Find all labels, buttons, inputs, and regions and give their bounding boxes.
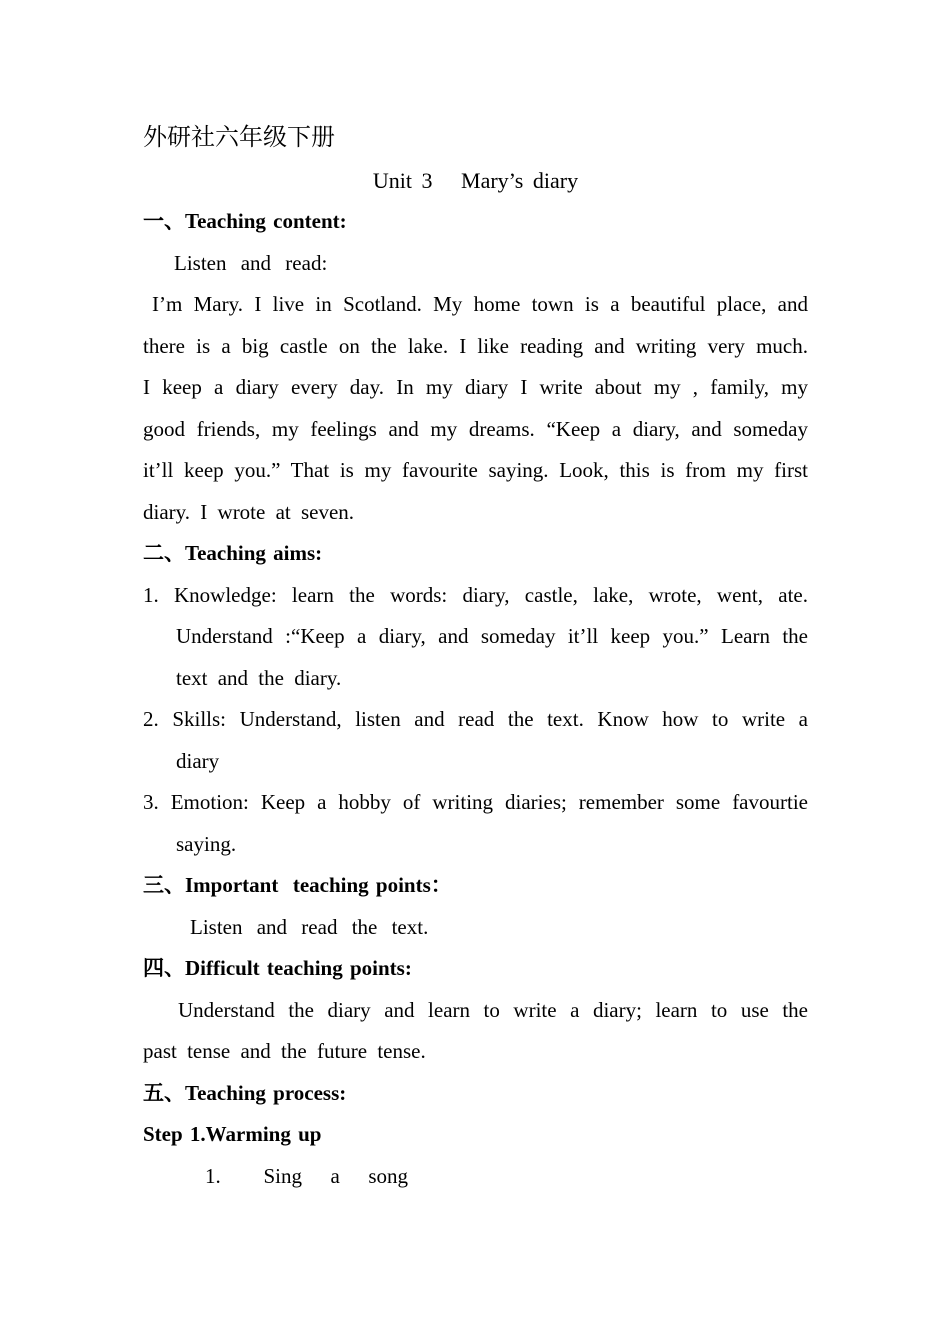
listen-and-read-line: Listen and read: bbox=[174, 250, 328, 275]
heading-important-teaching-points: 三、Important teaching points： bbox=[143, 873, 452, 897]
reading-text-paragraph: I’m Mary. I live in Scotland. My home town is a beautiful place, and there is a big castle on the lake. I like reading and writing very much. I keep a diary every day. In my diary I write about my , family, my good friends, my feelings and my dreams. “Keep a diary, and someday it’ll keep you.” That is my favourite saying. Look, this is from my first diary. I wrote at seven. bbox=[143, 292, 808, 524]
doc-series-title: 外研社六年级下册 bbox=[143, 125, 335, 151]
heading-difficult-teaching-points: 四、Difficult teaching points: bbox=[143, 956, 412, 980]
heading-teaching-aims: 二、Teaching aims: bbox=[143, 541, 323, 565]
aim-item-knowledge: 1. Knowledge: learn the words: diary, castle, lake, wrote, went, ate. Understand :“Keep a diary, and someday it’ll keep you.” Learn the text and the diary. bbox=[143, 582, 808, 690]
important-points-text: Listen and read the text. bbox=[190, 914, 429, 939]
heading-teaching-content: 一、Teaching content: bbox=[143, 209, 347, 233]
step1-item-sing-a-song: 1. Sing a song bbox=[205, 1163, 409, 1188]
step1-warming-up-heading: Step 1.Warming up bbox=[143, 1122, 322, 1146]
aim-item-skills: 2. Skills: Understand, listen and read the text. Know how to write a diary bbox=[143, 707, 808, 773]
unit-title: Unit 3 Mary’s diary bbox=[372, 167, 579, 193]
aim-item-emotion: 3. Emotion: Keep a hobby of writing diaries; remember some favourtie saying. bbox=[143, 790, 808, 856]
difficult-points-text: Understand the diary and learn to write a diary; learn to use the past tense and the future tense. bbox=[143, 997, 808, 1063]
heading-teaching-process: 五、Teaching process: bbox=[143, 1080, 347, 1105]
